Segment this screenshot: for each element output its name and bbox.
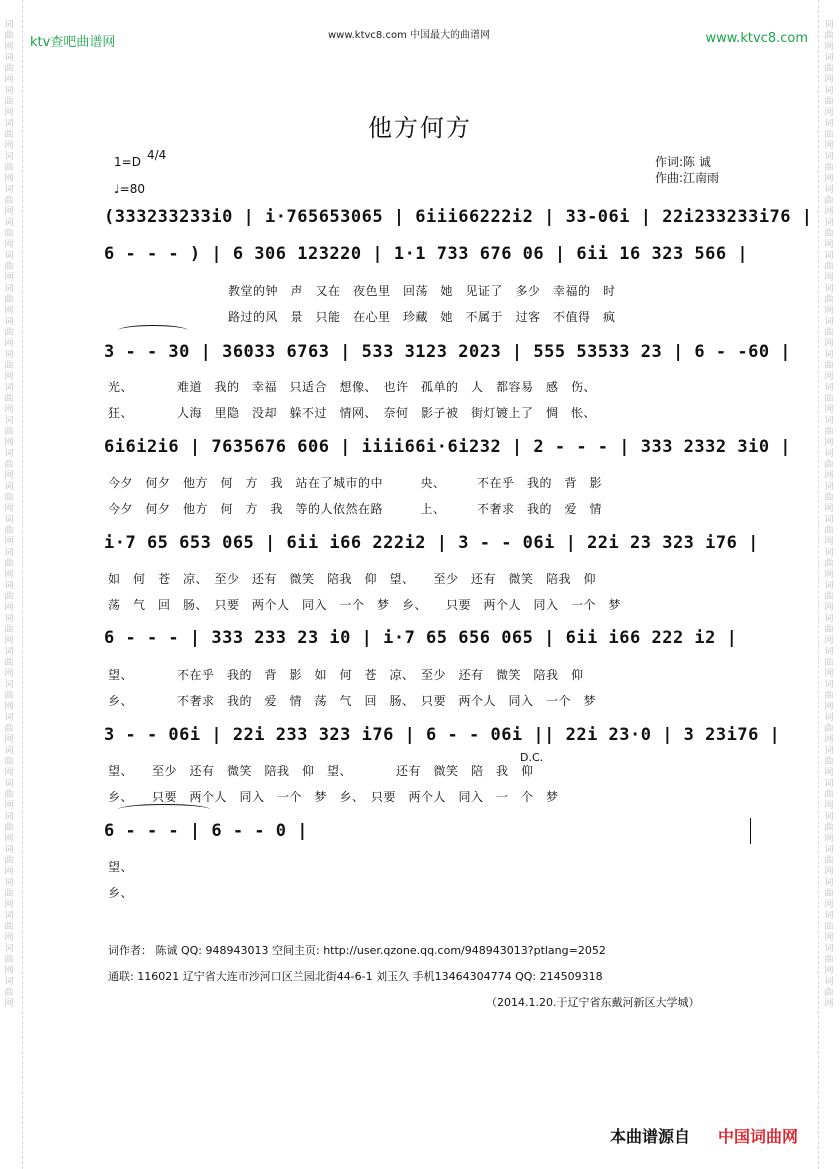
right-dashed-line <box>818 0 819 1169</box>
lyrics-line-4b: 荡 气 回 肠、 只要 两个人 同入 一个 梦 乡、 只要 两个人 同入 一个 梦 <box>108 598 622 612</box>
lyrics-line-6b: 乡、 只要 两个人 同入 一个 梦 乡、 只要 两个人 同入 一 个 梦 <box>108 790 559 804</box>
composer-credit: 作曲:江南雨 <box>655 171 720 185</box>
site-name-left[interactable]: ktv查吧曲谱网 <box>30 35 116 50</box>
lyricist-credit: 作词:陈 诚 <box>655 155 711 169</box>
dc-mark: D.C. <box>520 751 544 764</box>
site-url-right[interactable]: www.ktvc8.com <box>705 31 808 46</box>
notation-line-2: 6 - - - ) | 6 306 123220 | 1·1 733 676 06 | 6ii 16 323 566 | <box>104 244 749 264</box>
lyrics-line-1a: 教堂的钟 声 又在 夜色里 回荡 她 见证了 多少 幸福的 时 <box>228 284 616 298</box>
lyrics-line-6a: 望、 至少 还有 微笑 陪我 仰 望、 还有 微笑 陪 我 仰 <box>108 764 534 778</box>
lyrics-line-2a: 光、 难道 我的 幸福 只适合 想像、 也许 孤单的 人 都容易 感 伤、 <box>108 380 597 394</box>
notation-line-7: 3 - - 06i | 22i 233 323 i76 | 6 - - 06i || 22i 23·0 | 3 23i76 | <box>104 725 781 745</box>
final-barline <box>750 818 751 844</box>
time-signature: 4/4 <box>147 148 167 162</box>
lyrics-line-3a: 今夕 何夕 他方 何 方 我 站在了城市的中 央、 不在乎 我的 背 影 <box>108 476 603 490</box>
lyrics-line-7b: 乡、 <box>108 886 134 900</box>
left-watermark: 词曲网 词曲网 词曲网 词曲网 词曲网 词曲网 词曲网 词曲网 词曲网 词曲网 词曲网 词曲网 词曲网 词曲网 词曲网 词曲网 词曲网 词曲网 词曲网 词曲网 词曲网 词曲网 词曲网 词曲网 词曲网 词曲网 词曲网 词曲网 词曲网 词曲网 <box>4 20 14 1009</box>
key-signature: 1=D <box>114 155 141 169</box>
lyrics-line-3b: 今夕 何夕 他方 何 方 我 等的人依然在路 上、 不奢求 我的 爱 情 <box>108 502 603 516</box>
notation-line-3: 3 - - 30 | 36033 6763 | 533 3123 2023 | 555 53533 23 | 6 - -60 | <box>104 342 792 362</box>
notation-line-4: 6i6i2i6 | 7635676 606 | iiii66i·6i232 | 2 - - - | 333 2332 3i0 | <box>104 437 792 457</box>
contact-info: 通联: 116021 辽宁省大连市沙河口区兰园北街44-6-1 刘玉久 手机13464304774 QQ: 214509318 <box>108 970 603 983</box>
song-title: 他方何方 <box>368 114 472 142</box>
author-info: 词作者： 陈诚 QQ: 948943013 空间主页: http://user.qzone.qq.com/948943013?ptlang=2052 <box>108 944 606 957</box>
notation-line-1: (333233233i0 | i·765653065 | 6iii66222i2 | 33-06i | 22i233233i76 | <box>104 207 813 227</box>
notation-line-6: 6 - - - | 333 233 23 i0 | i·7 65 656 065 | 6ii i66 222 i2 | <box>104 628 738 648</box>
source-label: 本曲谱源自 <box>610 1127 691 1146</box>
lyrics-line-7a: 望、 <box>108 860 134 874</box>
notation-line-5: i·7 65 653 065 | 6ii i66 222i2 | 3 - - 06i | 22i 23 323 i76 | <box>104 533 759 553</box>
tie-arc <box>118 804 210 815</box>
lyrics-line-5b: 乡、 不奢求 我的 爱 情 荡 气 回 肠、 只要 两个人 同入 一个 梦 <box>108 694 597 708</box>
tempo-mark: ♩=80 <box>114 182 145 196</box>
lyrics-line-2b: 狂、 人海 里隐 没却 躲不过 情网、 奈何 影子被 街灯镀上了 惆 怅、 <box>108 406 597 420</box>
brand-logo[interactable]: 中国词曲网 <box>718 1127 799 1146</box>
date-place: （2014.1.20.于辽宁省东戴河新区大学城） <box>486 996 700 1009</box>
left-dashed-line <box>22 0 23 1169</box>
right-watermark: 词曲网 词曲网 词曲网 词曲网 词曲网 词曲网 词曲网 词曲网 词曲网 词曲网 词曲网 词曲网 词曲网 词曲网 词曲网 词曲网 词曲网 词曲网 词曲网 词曲网 词曲网 词曲网 词曲网 词曲网 词曲网 词曲网 词曲网 词曲网 词曲网 词曲网 <box>824 20 834 1009</box>
lyrics-line-5a: 望、 不在乎 我的 背 影 如 何 苍 凉、 至少 还有 微笑 陪我 仰 <box>108 668 584 682</box>
notation-line-8: 6 - - - | 6 - - 0 | <box>104 821 308 841</box>
lyrics-line-1b: 路过的风 景 只能 在心里 珍藏 她 不属于 过客 不值得 疯 <box>228 310 616 324</box>
tie-arc <box>118 325 188 336</box>
lyrics-line-4a: 如 何 苍 凉、 至少 还有 微笑 陪我 仰 望、 至少 还有 微笑 陪我 仰 <box>108 572 597 586</box>
site-tagline: www.ktvc8.com 中国最大的曲谱网 <box>328 30 491 41</box>
